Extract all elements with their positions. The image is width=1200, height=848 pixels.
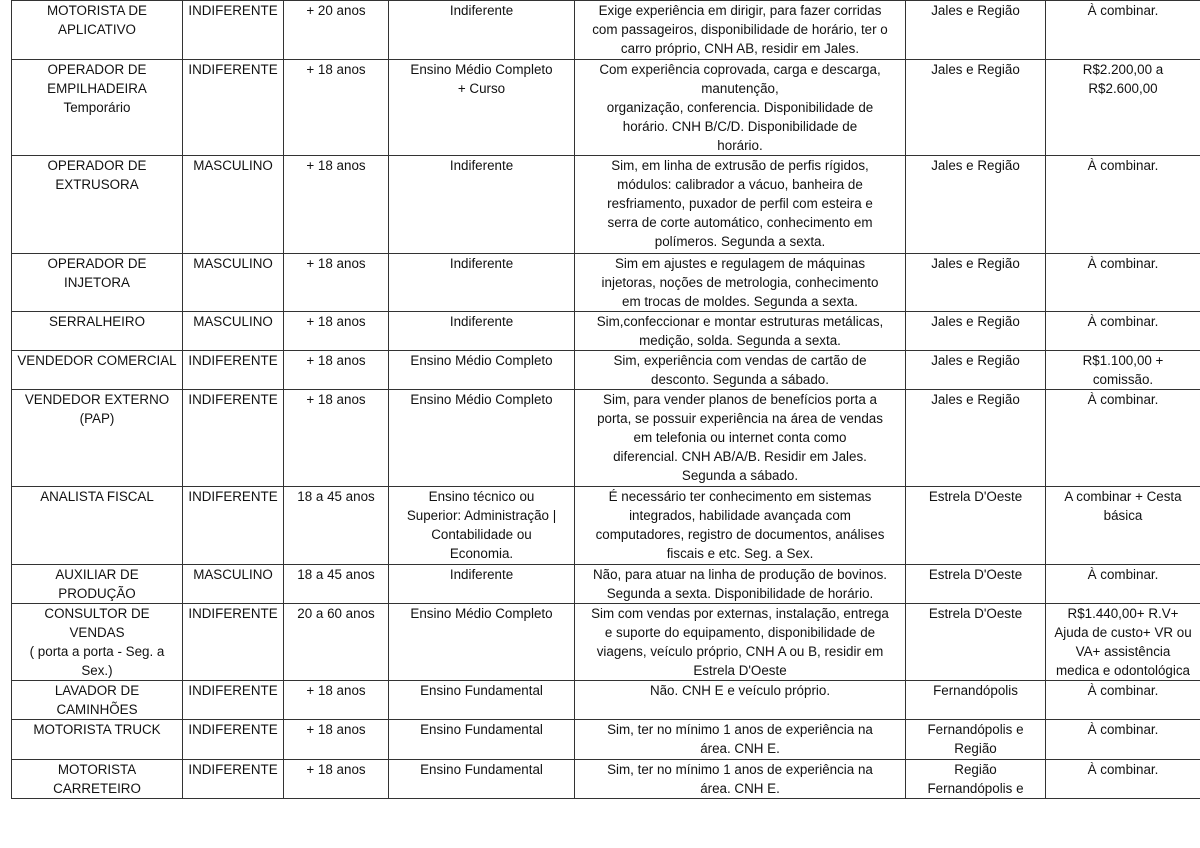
age-cell: + 18 anos	[284, 351, 389, 390]
education-cell: Ensino Fundamental	[389, 681, 575, 720]
job-title-cell: AUXILIAR DE PRODUÇÃO	[12, 565, 183, 604]
age-cell: + 18 anos	[284, 390, 389, 487]
salary-cell: À combinar.	[1046, 720, 1200, 760]
salary-cell: À combinar.	[1046, 312, 1200, 351]
education-cell: Ensino Médio Completo	[389, 351, 575, 390]
gender-cell: INDIFERENTE	[183, 390, 284, 487]
table-row	[12, 1, 1200, 60]
age-cell: + 20 anos	[284, 1, 389, 60]
job-title-cell: LAVADOR DE CAMINHÕES	[12, 681, 183, 720]
age-cell: 18 a 45 anos	[284, 565, 389, 604]
job-title-cell: OPERADOR DE EXTRUSORA	[12, 156, 183, 254]
education-cell: Ensino Médio Completo + Curso	[389, 60, 575, 156]
location-cell: Estrela D'Oeste	[906, 565, 1046, 604]
salary-cell: À combinar.	[1046, 390, 1200, 487]
salary-cell: À combinar.	[1046, 1, 1200, 60]
table-row	[12, 604, 1200, 681]
gender-cell: INDIFERENTE	[183, 604, 284, 681]
gender-cell: INDIFERENTE	[183, 681, 284, 720]
table-row	[12, 720, 1200, 760]
job-title-cell: MOTORISTA DE APLICATIVO	[12, 1, 183, 60]
experience-cell: Sim, ter no mínimo 1 anos de experiência na área. CNH E.	[575, 760, 906, 799]
table-row	[12, 565, 1200, 604]
table-row	[12, 351, 1200, 390]
location-cell: Jales e Região	[906, 390, 1046, 487]
gender-cell: MASCULINO	[183, 565, 284, 604]
education-cell: Indiferente	[389, 312, 575, 351]
education-cell: Ensino Médio Completo	[389, 604, 575, 681]
location-cell: Fernandópolis e Região	[906, 720, 1046, 760]
salary-cell: À combinar.	[1046, 760, 1200, 799]
experience-cell: É necessário ter conhecimento em sistemas integrados, habilidade avançada com computadores, registro de documentos, análises fiscais e etc. Seg. a Sex.	[575, 487, 906, 565]
education-cell: Indiferente	[389, 254, 575, 312]
job-listings-table	[11, 0, 1200, 799]
job-title-cell: OPERADOR DE INJETORA	[12, 254, 183, 312]
salary-cell: À combinar.	[1046, 156, 1200, 254]
experience-cell: Sim, experiência com vendas de cartão de desconto. Segunda a sábado.	[575, 351, 906, 390]
table-row	[12, 312, 1200, 351]
education-cell: Ensino Fundamental	[389, 760, 575, 799]
job-title-cell: OPERADOR DE EMPILHADEIRA Temporário	[12, 60, 183, 156]
table-body	[12, 1, 1200, 799]
job-title-cell: CONSULTOR DE VENDAS ( porta a porta - Seg. a Sex.)	[12, 604, 183, 681]
table-row	[12, 681, 1200, 720]
job-title-cell: SERRALHEIRO	[12, 312, 183, 351]
job-title-cell: MOTORISTA TRUCK	[12, 720, 183, 760]
education-cell: Indiferente	[389, 565, 575, 604]
gender-cell: INDIFERENTE	[183, 760, 284, 799]
age-cell: + 18 anos	[284, 312, 389, 351]
experience-cell: Não, para atuar na linha de produção de bovinos. Segunda a sexta. Disponibilidade de horário.	[575, 565, 906, 604]
job-title-cell: VENDEDOR COMERCIAL	[12, 351, 183, 390]
salary-cell: A combinar + Cesta básica	[1046, 487, 1200, 565]
education-cell: Ensino Fundamental	[389, 720, 575, 760]
education-cell: Ensino Médio Completo	[389, 390, 575, 487]
job-title-cell: ANALISTA FISCAL	[12, 487, 183, 565]
location-cell: Jales e Região	[906, 60, 1046, 156]
experience-cell: Sim, em linha de extrusão de perfis rígidos, módulos: calibrador a vácuo, banheira de resfriamento, puxador de perfil com esteira e serra de corte automático, conhecimento em polímeros. Segunda a sexta.	[575, 156, 906, 254]
location-cell: Fernandópolis	[906, 681, 1046, 720]
experience-cell: Sim,confeccionar e montar estruturas metálicas, medição, solda. Segunda a sexta.	[575, 312, 906, 351]
location-cell: Estrela D'Oeste	[906, 487, 1046, 565]
salary-cell: R$1.100,00 + comissão.	[1046, 351, 1200, 390]
age-cell: + 18 anos	[284, 720, 389, 760]
table-row	[12, 156, 1200, 254]
experience-cell: Com experiência coprovada, carga e descarga, manutenção, organização, conferencia. Disponibilidade de horário. CNH B/C/D. Disponibilidade de horário.	[575, 60, 906, 156]
experience-cell: Não. CNH E e veículo próprio.	[575, 681, 906, 720]
table-row	[12, 760, 1200, 799]
age-cell: + 18 anos	[284, 156, 389, 254]
job-title-cell: VENDEDOR EXTERNO (PAP)	[12, 390, 183, 487]
gender-cell: MASCULINO	[183, 156, 284, 254]
table-row	[12, 390, 1200, 487]
age-cell: + 18 anos	[284, 254, 389, 312]
education-cell: Ensino técnico ou Superior: Administração | Contabilidade ou Economia.	[389, 487, 575, 565]
table-row	[12, 254, 1200, 312]
gender-cell: MASCULINO	[183, 312, 284, 351]
age-cell: + 18 anos	[284, 60, 389, 156]
experience-cell: Sim, ter no mínimo 1 anos de experiência na área. CNH E.	[575, 720, 906, 760]
location-cell: Jales e Região	[906, 156, 1046, 254]
experience-cell: Sim em ajustes e regulagem de máquinas injetoras, noções de metrologia, conhecimento em trocas de moldes. Segunda a sexta.	[575, 254, 906, 312]
table-row	[12, 487, 1200, 565]
age-cell: 18 a 45 anos	[284, 487, 389, 565]
salary-cell: À combinar.	[1046, 681, 1200, 720]
education-cell: Indiferente	[389, 1, 575, 60]
salary-cell: À combinar.	[1046, 565, 1200, 604]
experience-cell: Exige experiência em dirigir, para fazer corridas com passageiros, disponibilidade de horário, ter o carro próprio, CNH AB, residir em Jales.	[575, 1, 906, 60]
location-cell: Estrela D'Oeste	[906, 604, 1046, 681]
salary-cell: R$2.200,00 a R$2.600,00	[1046, 60, 1200, 156]
gender-cell: INDIFERENTE	[183, 60, 284, 156]
salary-cell: À combinar.	[1046, 254, 1200, 312]
age-cell: + 18 anos	[284, 681, 389, 720]
gender-cell: INDIFERENTE	[183, 351, 284, 390]
gender-cell: MASCULINO	[183, 254, 284, 312]
age-cell: 20 a 60 anos	[284, 604, 389, 681]
location-cell: Jales e Região	[906, 351, 1046, 390]
education-cell: Indiferente	[389, 156, 575, 254]
experience-cell: Sim, para vender planos de benefícios porta a porta, se possuir experiência na área de vendas em telefonia ou internet conta como diferencial. CNH AB/A/B. Residir em Jales. Segunda a sábado.	[575, 390, 906, 487]
location-cell: Jales e Região	[906, 1, 1046, 60]
gender-cell: INDIFERENTE	[183, 720, 284, 760]
salary-cell: R$1.440,00+ R.V+ Ajuda de custo+ VR ou VA+ assistência medica e odontológica	[1046, 604, 1200, 681]
table-row	[12, 60, 1200, 156]
location-cell: Jales e Região	[906, 312, 1046, 351]
age-cell: + 18 anos	[284, 760, 389, 799]
location-cell: Jales e Região	[906, 254, 1046, 312]
gender-cell: INDIFERENTE	[183, 487, 284, 565]
gender-cell: INDIFERENTE	[183, 1, 284, 60]
job-title-cell: MOTORISTA CARRETEIRO	[12, 760, 183, 799]
location-cell: Região Fernandópolis e	[906, 760, 1046, 799]
experience-cell: Sim com vendas por externas, instalação, entrega e suporte do equipamento, disponibilidade de viagens, veículo próprio, CNH A ou B, residir em Estrela D'Oeste	[575, 604, 906, 681]
